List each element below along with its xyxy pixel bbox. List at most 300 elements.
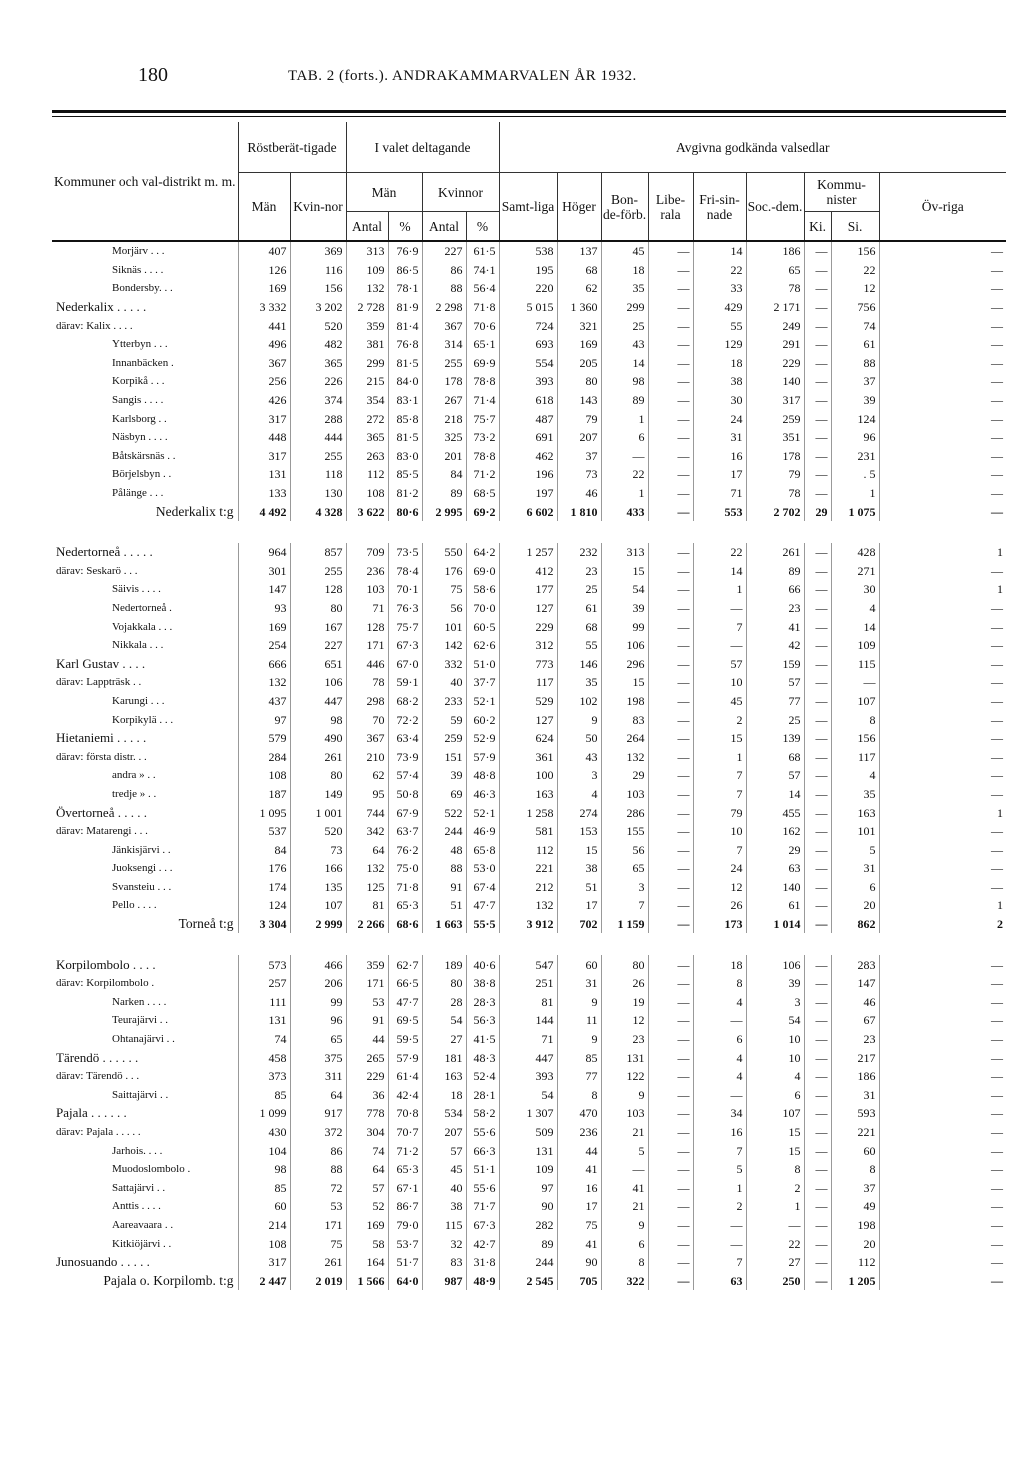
cell: 69·9 xyxy=(466,354,499,373)
cell: — xyxy=(648,1253,693,1272)
cell: 66·5 xyxy=(388,974,422,993)
cell: 163 xyxy=(831,803,879,822)
cell: — xyxy=(648,1197,693,1216)
cell: 207 xyxy=(422,1123,466,1142)
cell: 255 xyxy=(422,354,466,373)
cell: 48·8 xyxy=(466,766,499,785)
cell: 7 xyxy=(693,1253,746,1272)
page-number: 180 xyxy=(138,64,168,86)
col-hoger: Höger xyxy=(557,173,601,242)
cell: 77 xyxy=(746,692,804,711)
row-label: Juoksengi . . . xyxy=(112,862,173,875)
row-label: Ytterbyn . . . xyxy=(112,338,168,351)
cell: 80 xyxy=(290,599,346,618)
row-label: Jänkisjärvi . . xyxy=(112,843,171,856)
cell: 709 xyxy=(346,543,388,562)
cell: 299 xyxy=(346,354,388,373)
cell: 75·7 xyxy=(466,409,499,428)
cell: 181 xyxy=(422,1048,466,1067)
cell: 52·4 xyxy=(466,1067,499,1086)
cell: 67·1 xyxy=(388,1179,422,1198)
cell: — xyxy=(648,391,693,410)
table-row xyxy=(52,710,1006,729)
cell: — xyxy=(879,1179,1006,1198)
row-label: Svansteiu . . . xyxy=(112,880,172,893)
cell: 81 xyxy=(346,896,388,915)
spacer-row xyxy=(52,521,1006,543)
row-label: Nederkalix . . . . . xyxy=(56,299,147,315)
row-label: Nikkala . . . xyxy=(112,639,164,652)
cell: — xyxy=(746,1216,804,1235)
cell: 215 xyxy=(346,372,388,391)
cell: 322 xyxy=(601,1271,648,1290)
cell: 71·8 xyxy=(466,298,499,317)
table-row xyxy=(52,729,1006,748)
cell: 2 545 xyxy=(499,1271,557,1290)
cell: — xyxy=(879,1216,1006,1235)
col-rostberattigade: Röstberät-tigade xyxy=(238,122,346,173)
row-label: Narken . . . . xyxy=(112,995,167,1008)
cell: 23 xyxy=(557,562,601,581)
cell: — xyxy=(879,1253,1006,1272)
cell: 284 xyxy=(238,747,290,766)
cell: — xyxy=(879,1197,1006,1216)
cell: 58·2 xyxy=(466,1104,499,1123)
table-body xyxy=(52,241,1006,1290)
cell: 45 xyxy=(693,692,746,711)
cell: 73 xyxy=(557,465,601,484)
cell: 15 xyxy=(693,729,746,748)
cell: 103 xyxy=(601,785,648,804)
table-row xyxy=(52,484,1006,503)
cell: — xyxy=(648,335,693,354)
cell: 125 xyxy=(346,878,388,897)
cell: 42 xyxy=(746,636,804,655)
cell: — xyxy=(693,1234,746,1253)
cell: 964 xyxy=(238,543,290,562)
cell: — xyxy=(831,673,879,692)
cell: — xyxy=(804,955,831,974)
cell: 8 xyxy=(693,974,746,993)
cell: 88 xyxy=(290,1160,346,1179)
cell: 68·5 xyxy=(466,484,499,503)
cell: 429 xyxy=(693,298,746,317)
cell: 78 xyxy=(746,279,804,298)
cell: 255 xyxy=(290,447,346,466)
cell: — xyxy=(648,803,693,822)
cell: 987 xyxy=(422,1271,466,1290)
cell: 2 995 xyxy=(422,502,466,521)
cell: 5 015 xyxy=(499,298,557,317)
row-label: Korpikylä . . . xyxy=(112,713,174,726)
row-label: Hietaniemi . . . . . xyxy=(56,730,147,746)
cell: — xyxy=(804,298,831,317)
cell: — xyxy=(879,617,1006,636)
cell: 45 xyxy=(422,1160,466,1179)
row-label: Jarhois. . . . xyxy=(112,1144,163,1157)
cell: 304 xyxy=(346,1123,388,1142)
row-label: Övertorneå . . . . . xyxy=(56,804,147,820)
table-row xyxy=(52,785,1006,804)
cell: 127 xyxy=(499,599,557,618)
cell: 76·2 xyxy=(388,840,422,859)
cell: — xyxy=(879,1067,1006,1086)
cell: 3 xyxy=(557,766,601,785)
cell: 115 xyxy=(422,1216,466,1235)
cell: 69·5 xyxy=(388,1011,422,1030)
cell: 8 xyxy=(746,1160,804,1179)
cell: 14 xyxy=(831,617,879,636)
col-kvinnor: Kvin-nor xyxy=(290,173,346,242)
cell: 83·0 xyxy=(388,447,422,466)
row-label: Saittajärvi . . xyxy=(112,1088,169,1101)
cell: 10 xyxy=(693,822,746,841)
cell: 214 xyxy=(238,1216,290,1235)
cell: — xyxy=(648,673,693,692)
cell: 81·2 xyxy=(388,484,422,503)
table-row xyxy=(52,1253,1006,1272)
cell: 131 xyxy=(601,1048,648,1067)
cell: 267 xyxy=(422,391,466,410)
cell: 18 xyxy=(693,354,746,373)
table-row xyxy=(52,636,1006,655)
cell: 52·1 xyxy=(466,692,499,711)
cell: 579 xyxy=(238,729,290,748)
cell: — xyxy=(648,447,693,466)
row-label: därav: första distr. . . xyxy=(56,750,147,763)
cell: 38 xyxy=(422,1197,466,1216)
table-row xyxy=(52,447,1006,466)
cell: 133 xyxy=(238,484,290,503)
cell: 25 xyxy=(601,316,648,335)
cell: — xyxy=(879,1271,1006,1290)
cell: 70·6 xyxy=(466,316,499,335)
cell: 381 xyxy=(346,335,388,354)
cell: 666 xyxy=(238,654,290,673)
cell: 117 xyxy=(831,747,879,766)
cell: — xyxy=(648,729,693,748)
cell: 67·0 xyxy=(388,654,422,673)
cell: 2 266 xyxy=(346,915,388,934)
cell: 365 xyxy=(346,428,388,447)
cell: — xyxy=(879,654,1006,673)
cell: 372 xyxy=(290,1123,346,1142)
cell: 55·5 xyxy=(466,915,499,934)
cell: 1 257 xyxy=(499,543,557,562)
cell: 132 xyxy=(346,279,388,298)
cell: — xyxy=(804,428,831,447)
cell: 24 xyxy=(693,859,746,878)
cell: 28·1 xyxy=(466,1086,499,1105)
cell: 85 xyxy=(557,1048,601,1067)
cell: 30 xyxy=(831,580,879,599)
cell: 34 xyxy=(693,1104,746,1123)
row-label: därav: Seskarö . . . xyxy=(56,564,138,577)
cell: 593 xyxy=(831,1104,879,1123)
cell: 132 xyxy=(238,673,290,692)
cell: 186 xyxy=(831,1067,879,1086)
cell: 857 xyxy=(290,543,346,562)
cell: 98 xyxy=(238,1160,290,1179)
cell: 78·1 xyxy=(388,279,422,298)
cell: 311 xyxy=(290,1067,346,1086)
cell: 288 xyxy=(290,409,346,428)
cell: 490 xyxy=(290,729,346,748)
row-label: Innanbäcken . xyxy=(112,356,174,369)
cell: 73·9 xyxy=(388,747,422,766)
cell: 23 xyxy=(831,1030,879,1049)
cell: 23 xyxy=(601,1030,648,1049)
cell: 354 xyxy=(346,391,388,410)
cell: 166 xyxy=(290,859,346,878)
cell: 1 159 xyxy=(601,915,648,934)
table-row xyxy=(52,279,1006,298)
cell: 70·0 xyxy=(466,599,499,618)
cell: 39 xyxy=(831,391,879,410)
cell: 12 xyxy=(831,279,879,298)
cell: 62 xyxy=(346,766,388,785)
cell: — xyxy=(804,636,831,655)
cell: 57·9 xyxy=(466,747,499,766)
cell: 142 xyxy=(422,636,466,655)
cell: 60·5 xyxy=(466,617,499,636)
cell: 4 xyxy=(693,1048,746,1067)
cell: 550 xyxy=(422,543,466,562)
cell: — xyxy=(804,1030,831,1049)
cell: 17 xyxy=(693,465,746,484)
cell: 1 xyxy=(601,409,648,428)
cell: — xyxy=(879,692,1006,711)
cell: 44 xyxy=(346,1030,388,1049)
cell: 373 xyxy=(238,1067,290,1086)
cell: 244 xyxy=(422,822,466,841)
cell: 85·8 xyxy=(388,409,422,428)
cell: 78 xyxy=(746,484,804,503)
cell: 103 xyxy=(601,1104,648,1123)
row-label: därav: Lappträsk . . xyxy=(56,676,142,689)
row-label: Siknäs . . . . xyxy=(112,263,164,276)
cell: 7 xyxy=(693,785,746,804)
cell: 31·8 xyxy=(466,1253,499,1272)
cell: 57 xyxy=(346,1179,388,1198)
cell: 46·3 xyxy=(466,785,499,804)
cell: 46 xyxy=(557,484,601,503)
cell: 705 xyxy=(557,1271,601,1290)
cell: 1 095 xyxy=(238,803,290,822)
cell: — xyxy=(879,599,1006,618)
cell: 67·3 xyxy=(388,636,422,655)
cell: 773 xyxy=(499,654,557,673)
cell: 79 xyxy=(746,465,804,484)
cell: 56·3 xyxy=(466,1011,499,1030)
cell: 147 xyxy=(831,974,879,993)
cell: 25 xyxy=(746,710,804,729)
cell: 5 xyxy=(831,840,879,859)
cell: 3 912 xyxy=(499,915,557,934)
cell: 38 xyxy=(693,372,746,391)
cell: — xyxy=(648,766,693,785)
cell: — xyxy=(879,1104,1006,1123)
cell: 53·0 xyxy=(466,859,499,878)
cell: 60·2 xyxy=(466,710,499,729)
table-row xyxy=(52,654,1006,673)
cell: 85·5 xyxy=(388,465,422,484)
cell: — xyxy=(804,1216,831,1235)
cell: 430 xyxy=(238,1123,290,1142)
cell: 57 xyxy=(693,654,746,673)
cell: 81·4 xyxy=(388,316,422,335)
col-man2: Män xyxy=(346,173,422,212)
cell: 164 xyxy=(346,1253,388,1272)
cell: 108 xyxy=(346,484,388,503)
cell: 169 xyxy=(238,279,290,298)
cell: 81·9 xyxy=(388,298,422,317)
cell: 2 xyxy=(746,1179,804,1198)
cell: 56 xyxy=(601,840,648,859)
row-label: därav: Tärendö . . . xyxy=(56,1070,140,1083)
cell: — xyxy=(693,1011,746,1030)
cell: 122 xyxy=(601,1067,648,1086)
cell: 36 xyxy=(346,1086,388,1105)
cell: — xyxy=(879,766,1006,785)
cell: 47·7 xyxy=(388,993,422,1012)
cell: 317 xyxy=(238,1253,290,1272)
table-row xyxy=(52,298,1006,317)
cell: 128 xyxy=(290,580,346,599)
cell: 42·4 xyxy=(388,1086,422,1105)
cell: 109 xyxy=(346,261,388,280)
cell: 74 xyxy=(831,316,879,335)
cell: 69·0 xyxy=(466,562,499,581)
cell: 81·5 xyxy=(388,428,422,447)
cell: — xyxy=(648,599,693,618)
cell: 56 xyxy=(422,599,466,618)
cell: 35 xyxy=(601,279,648,298)
cell: 3 622 xyxy=(346,502,388,521)
cell: 197 xyxy=(499,484,557,503)
cell: 118 xyxy=(290,465,346,484)
cell: — xyxy=(648,617,693,636)
cell: 70·8 xyxy=(388,1104,422,1123)
cell: 522 xyxy=(422,803,466,822)
cell: 6 xyxy=(601,1234,648,1253)
cell: 51 xyxy=(422,896,466,915)
cell: — xyxy=(648,372,693,391)
cell: — xyxy=(648,1104,693,1123)
cell: 171 xyxy=(346,636,388,655)
cell: 177 xyxy=(499,580,557,599)
cell: — xyxy=(648,1011,693,1030)
cell: 365 xyxy=(290,354,346,373)
col-ki: Ki. xyxy=(804,212,831,242)
cell: 51·7 xyxy=(388,1253,422,1272)
cell: 3 304 xyxy=(238,915,290,934)
col-stub: Kommuner och val-distrikt m. m. xyxy=(52,122,238,241)
cell: 14 xyxy=(746,785,804,804)
cell: 2 999 xyxy=(290,915,346,934)
cell: 68 xyxy=(557,261,601,280)
cell: 17 xyxy=(557,1197,601,1216)
cell: 20 xyxy=(831,1234,879,1253)
cell: 60 xyxy=(557,955,601,974)
cell: 169 xyxy=(238,617,290,636)
cell: 444 xyxy=(290,428,346,447)
cell: 298 xyxy=(346,692,388,711)
cell: 42·7 xyxy=(466,1234,499,1253)
cell: 6 xyxy=(693,1030,746,1049)
row-label: Båtskärsnäs . . xyxy=(112,449,176,462)
table-row xyxy=(52,543,1006,562)
cell: 162 xyxy=(746,822,804,841)
cell: . 5 xyxy=(831,465,879,484)
cell: 62·6 xyxy=(466,636,499,655)
cell: 30 xyxy=(693,391,746,410)
cell: — xyxy=(879,955,1006,974)
cell: 96 xyxy=(290,1011,346,1030)
cell: 9 xyxy=(557,993,601,1012)
election-table xyxy=(52,122,1006,1290)
cell: — xyxy=(879,316,1006,335)
cell: 1 xyxy=(879,896,1006,915)
cell: 271 xyxy=(831,562,879,581)
table-row xyxy=(52,1141,1006,1160)
cell: — xyxy=(648,1123,693,1142)
cell: 272 xyxy=(346,409,388,428)
cell: — xyxy=(879,878,1006,897)
cell: 7 xyxy=(693,766,746,785)
cell: 71·8 xyxy=(388,878,422,897)
cell: 7 xyxy=(693,617,746,636)
cell: 80 xyxy=(601,955,648,974)
cell: 361 xyxy=(499,747,557,766)
cell: — xyxy=(804,803,831,822)
cell: 52 xyxy=(346,1197,388,1216)
cell: 862 xyxy=(831,915,879,934)
row-label: Pello . . . . xyxy=(112,899,157,912)
cell: 482 xyxy=(290,335,346,354)
cell: — xyxy=(804,617,831,636)
cell: 68·6 xyxy=(388,915,422,934)
cell: 147 xyxy=(238,580,290,599)
cell: 232 xyxy=(557,543,601,562)
cell: 68 xyxy=(746,747,804,766)
cell: 61·4 xyxy=(388,1067,422,1086)
cell: — xyxy=(648,484,693,503)
cell: 76·9 xyxy=(388,241,422,261)
cell: 146 xyxy=(557,654,601,673)
cell: 325 xyxy=(422,428,466,447)
cell: — xyxy=(804,409,831,428)
cell: 37 xyxy=(831,1179,879,1198)
cell: 21 xyxy=(601,1123,648,1142)
cell: 137 xyxy=(557,241,601,261)
cell: — xyxy=(804,599,831,618)
cell: 156 xyxy=(290,279,346,298)
cell: 117 xyxy=(499,673,557,692)
cell: 4 xyxy=(831,599,879,618)
cell: — xyxy=(804,316,831,335)
cell: 71·2 xyxy=(466,465,499,484)
cell: 447 xyxy=(499,1048,557,1067)
cell: 167 xyxy=(290,617,346,636)
cell: 250 xyxy=(746,1271,804,1290)
cell: 359 xyxy=(346,955,388,974)
cell: 52·1 xyxy=(466,803,499,822)
cell: 22 xyxy=(693,543,746,562)
cell: — xyxy=(804,241,831,261)
cell: 15 xyxy=(746,1141,804,1160)
row-label: Nederkalix t:g xyxy=(155,503,234,519)
